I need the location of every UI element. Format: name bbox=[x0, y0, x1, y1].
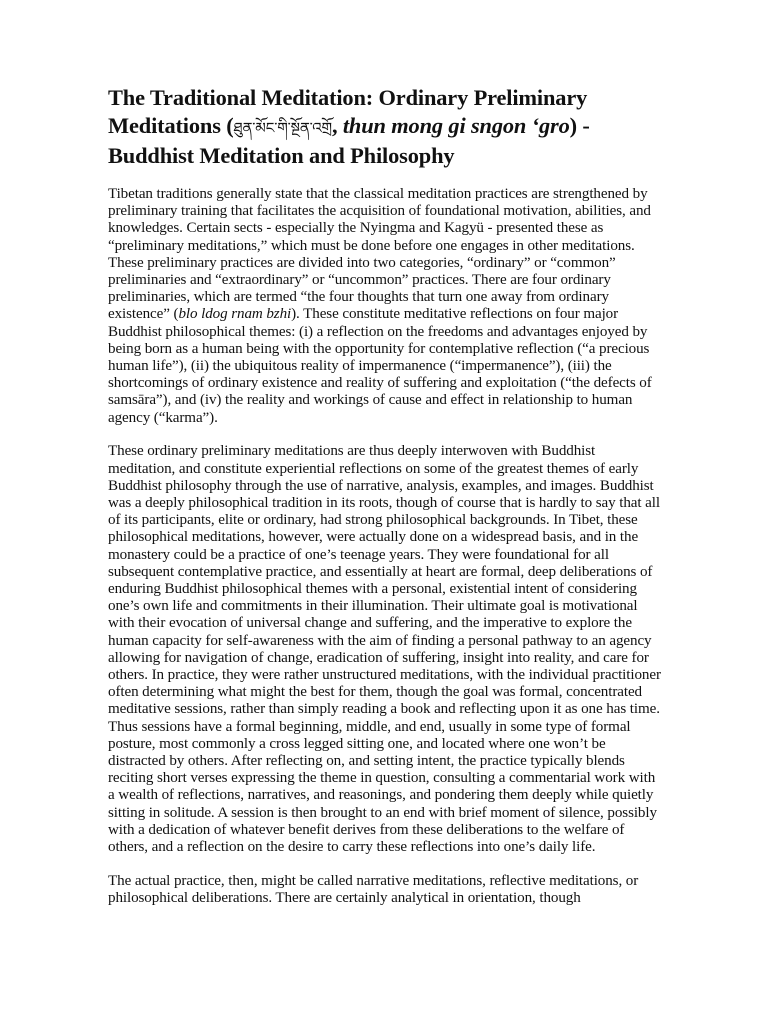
title-part-1: The Traditional Meditation: Ordinary Preliminary Meditations ( bbox=[108, 85, 588, 138]
title-tibetan-script: ཐུན་མོང་གི་སྔོན་འགྲོ bbox=[233, 119, 332, 137]
title-part-3: ) - Buddhist Meditation and Philosophy bbox=[108, 113, 590, 168]
paragraph-1-text-a: Tibetan traditions generally state that the classical meditation practices are strengthened by preliminary training that facilitates the acquisition of foundational motivation, abilities, and knowledges. Certain sects - especially the Nyingma and Kagyü - presented these as “preliminary meditations,” which must be done before one engages in other meditations. These preliminary practices are divided into two categories, “ordinary” or “common” preliminaries and “extraordinary” or “uncommon” practices. There are four ordinary preliminaries, which are termed “the four thoughts that turn one away from ordinary existence” ( bbox=[108, 186, 651, 323]
paragraph-3: The actual practice, then, might be called narrative meditations, reflective meditations, or philosophical deliberations. There are certainly analytical in orientation, though bbox=[108, 872, 639, 906]
document-body bbox=[108, 186, 663, 907]
paragraph-1-italic-term: blo ldog rnam bzhi bbox=[178, 306, 292, 323]
paragraph-1-text-b: ). These constitute meditative reflections on four major Buddhist philosophical themes: (i) a reflection on the freedoms and advantages enjoyed by being born as a human being with the opportunity for contemplative reflection (“a precious human life”), (ii) the ubiquitous reality of impermanence (“impermanence”), (iii) the shortcomings of ordinary existence and reality of suffering and exploitation (“the defects of samsāra”), and (iv) the reality and workings of cause and effect in relationship to human agency (“karma”). bbox=[108, 306, 652, 426]
title-part-2: , bbox=[331, 113, 343, 138]
document-title bbox=[108, 84, 663, 170]
title-transliteration: thun mong gi sngon ‘gro bbox=[342, 113, 570, 138]
paragraph-2: These ordinary preliminary meditations are thus deeply interwoven with Buddhist meditation, and constitute experiential reflections on some of the greatest themes of early Buddhist philosophy through the use of narrative, analysis, examples, and images. Buddhist was a deeply philosophical tradition in its roots, though of course that is hardly to say that all of its participants, elite or ordinary, had strong philosophical backgrounds. In Tibet, these philosophical meditations, however, were actually done on a widespread basis, and in the monastery could be a practice of one’s teenage years. They were foundational for all subsequent contemplative practice, and essentially at heart are formal, deep deliberations of enduring Buddhist philosophical themes with a personal, existential intent of considering one’s own life and commitments in their illumination. Their ultimate goal is motivational with their evocation of universal change and suffering, and the imperative to explore the human capacity for self-awareness with the aim of finding a personal pathway to an agency allowing for navigation of change, eradication of suffering, insight into reality, and care for others. In practice, they were rather unstructured meditations, with the individual practitioner often determining what might the best for them, though the goal was formal, concentrated meditative sessions, rather than simply reading a book and reflecting upon it as one has time. Thus sessions have a formal beginning, middle, and end, usually in some type of formal posture, most commonly a cross legged sitting one, and located where one won’t be distracted by others. After reflecting on, and setting intent, the practice typically blends reciting short verses expressing the theme in question, consulting a commentarial work with a wealth of reflections, narratives, and reasonings, and pondering them deeply while quietly sitting in solitude. A session is then brought to an end with brief moment of silence, possibly with a dedication of whatever benefit derives from these deliberations to the welfare of others, and a reflection on the desire to carry these reflections into one’s daily life. bbox=[108, 443, 661, 856]
paragraph-1 bbox=[108, 186, 663, 427]
